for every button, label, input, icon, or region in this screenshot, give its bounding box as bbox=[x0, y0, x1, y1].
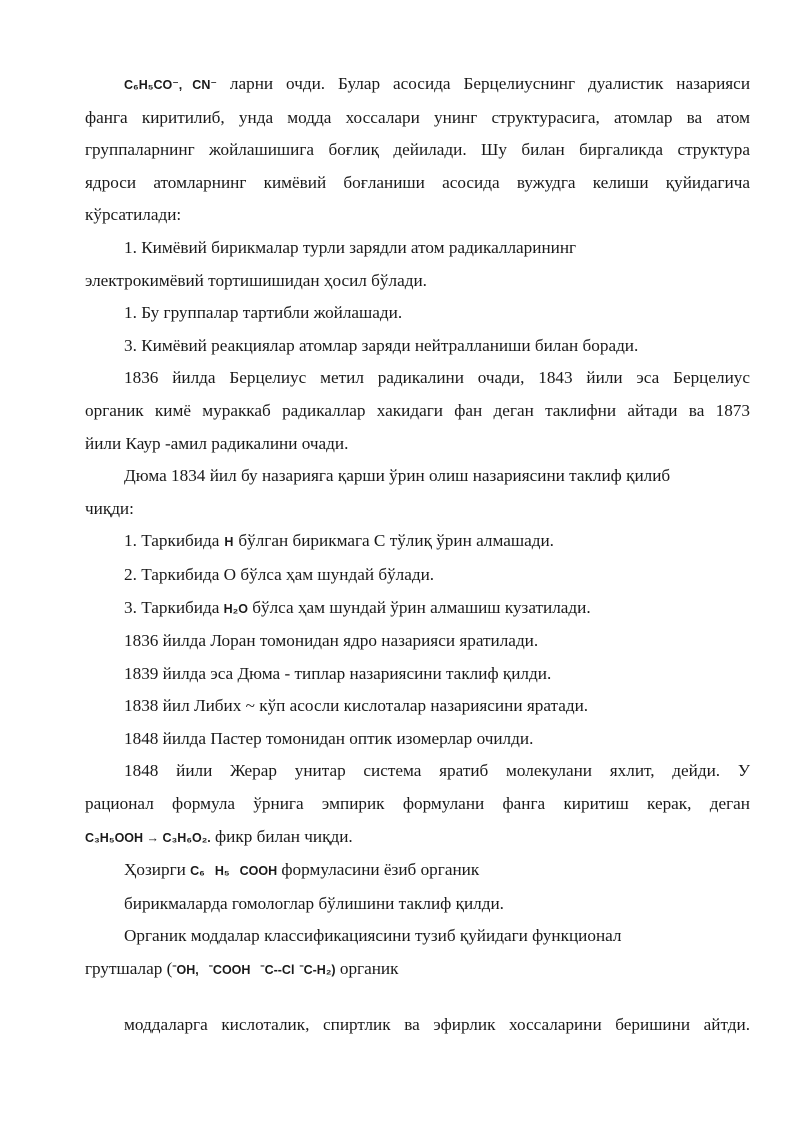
formula: C₃H₅OOH → C₃H₆O₂. bbox=[85, 830, 211, 845]
formula: CN⁻ bbox=[192, 78, 217, 92]
list-item: 1. Кимёвий бирикмалар турли зарядли атом радикалларининг bbox=[124, 237, 577, 257]
text: ларни очди. Булар асосида Берцелиуснинг дуалистик назарияси bbox=[229, 74, 751, 93]
list-item bbox=[85, 592, 750, 626]
formula: C₆H₅CO⁻, bbox=[124, 78, 183, 92]
formula: ˉCOOH bbox=[208, 963, 251, 978]
paragraph-line: Дюма 1834 йил бу назарияга қарши ўрин олиш назариясини таклиф қилиб bbox=[124, 466, 671, 486]
paragraph-line: 1848 йили Жерар унитар система яратиб молекулани яхлит, дейди. У bbox=[124, 761, 750, 781]
paragraph-line: фанга киритилиб, унда модда хоссалари унинг структурасига, атомлар ва атом bbox=[85, 107, 750, 127]
formula: H₅ bbox=[214, 864, 230, 879]
list-item: 2. Таркибида О бўлса ҳам шундай бўлади. bbox=[124, 564, 435, 584]
text: грутшалар ( bbox=[85, 959, 173, 979]
text: 1. Таркибида bbox=[124, 531, 220, 551]
document-page bbox=[85, 68, 750, 1041]
formula: ˉC-H₂) bbox=[299, 963, 336, 978]
paragraph-line: 1838 йил Либих ~ кўп асосли кислоталар назариясини яратади. bbox=[124, 696, 589, 716]
text: формуласини ёзиб органик bbox=[281, 860, 480, 880]
text: бўлган бирикмага С тўлиқ ўрин алмашади. bbox=[238, 531, 554, 551]
paragraph-line: электрокимёвий тортишишидан ҳосил бўлади. bbox=[85, 270, 427, 290]
formula: C₆ bbox=[190, 864, 205, 879]
paragraph-line: бирикмаларда гомологлар бўлишини таклиф қилди. bbox=[124, 893, 504, 913]
paragraph-line: чиқди: bbox=[85, 498, 134, 518]
formula: ˉOH, bbox=[172, 963, 199, 978]
text: органик bbox=[339, 959, 399, 979]
formula: COOH bbox=[239, 864, 278, 879]
paragraph-line: йили Каур -амил радикалини очади. bbox=[85, 433, 349, 453]
paragraph-line: ядроси атомларнинг кимёвий боғланиши асосида вужудга келиши қуйидагича bbox=[85, 172, 750, 192]
paragraph-line: Органик моддалар классификациясини тузиб қуйидаги функционал bbox=[124, 926, 622, 946]
list-item: 3. Кимёвий реакциялар атомлар заряди нейтралланиши билан боради. bbox=[124, 335, 639, 355]
paragraph-line bbox=[85, 68, 750, 102]
paragraph-line bbox=[85, 821, 750, 855]
paragraph-line: органик кимё мураккаб радикаллар хакидаги фан деган таклифни айтади ва 1873 bbox=[85, 400, 750, 420]
paragraph-line: 1848 йилда Пастер томонидан оптик изомерлар очилди. bbox=[124, 728, 534, 748]
paragraph-line: 1836 йилда Лоран томонидан ядро назарияси яратилади. bbox=[124, 631, 539, 651]
text: Ҳозирги bbox=[124, 860, 186, 880]
paragraph-line: группаларнинг жойлашишига боғлиқ дейилади. Шу билан биргаликда структура bbox=[85, 140, 750, 160]
paragraph-line: кўрсатилади: bbox=[85, 205, 182, 225]
paragraph-line: 1839 йилда эса Дюма - типлар назариясини таклиф қилди. bbox=[124, 663, 552, 683]
formula: H bbox=[224, 535, 234, 550]
paragraph-line: 1836 йилда Берцелиус метил радикалини очади, 1843 йили эса Берцелиус bbox=[124, 368, 750, 388]
list-item bbox=[85, 525, 750, 559]
paragraph-line bbox=[85, 854, 750, 888]
paragraph-line bbox=[85, 953, 750, 987]
paragraph-line: моддаларга кислоталик, спиртлик ва эфирлик хоссаларини беришини айтди. bbox=[124, 1014, 750, 1034]
formula: H₂O bbox=[223, 601, 248, 616]
text: фикр билан чиқди. bbox=[215, 826, 353, 846]
list-item: 1. Бу группалар тартибли жойлашади. bbox=[124, 303, 403, 323]
text: 3. Таркибида bbox=[124, 597, 220, 617]
formula: ˉC--Cl bbox=[260, 963, 295, 978]
paragraph-line: рационал формула ўрнига эмпирик формулани фанга киритиш керак, деган bbox=[85, 794, 750, 814]
text: бўлса ҳам шундай ўрин алмашиш кузатилади. bbox=[252, 597, 591, 617]
